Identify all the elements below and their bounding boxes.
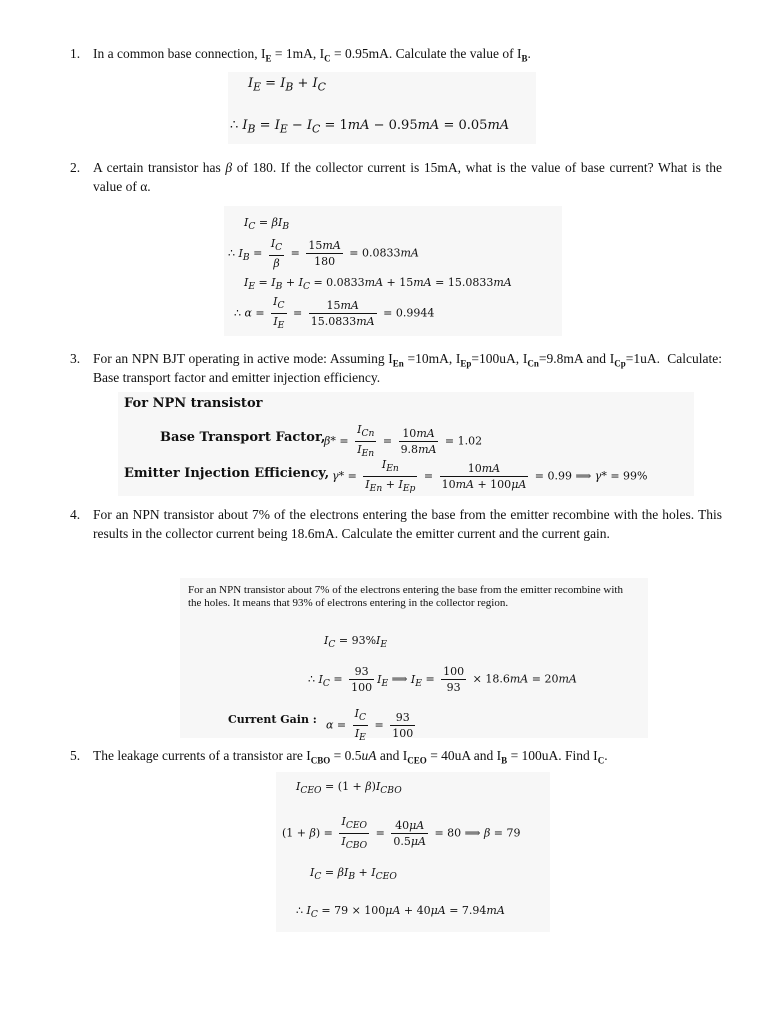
solution-heading: For NPN transistor: [124, 396, 263, 411]
question-text: For an NPN transistor about 7% of the electrons entering the base from the emitter recombine with the holes. This results in the collector current being 18.6mA. Calculate the emitter current and the current gain.: [93, 507, 722, 541]
equation: α = $\frac{I_C}{I_E}$ = $\frac{93}{100}$: [326, 707, 414, 744]
question-number: 1.: [70, 46, 81, 61]
equation: $I_{CEO} = (1 + \beta)I_{CBO}$: [296, 780, 402, 797]
question-text: A certain transistor has β of 180. If the collector current is 15mA, what is the value of base current? What is the value of α.: [93, 160, 722, 194]
question-text: In a common base connection, $I_E = 1mA$, $I_C = 0.95mA$. Calculate the value of $I_B$.: [93, 46, 531, 64]
equation: $I_C = 93\%I_E$: [324, 634, 388, 651]
equation: ∴ $I_B = I_E - I_C = 1mA - 0.95mA = 0.05mA$: [230, 118, 510, 136]
solution-3: [118, 392, 694, 496]
solution-note: For an NPN transistor about 7% of the electrons entering the base from the emitter recombine with the holes. It means that 93% of electrons entering in the collector region.: [188, 584, 623, 609]
equation: ∴ $I_C = 79 \times 100\mu A + 40\mu A = 7.94mA$: [296, 904, 505, 921]
question-number: 5.: [70, 748, 81, 763]
solution-2: [224, 206, 562, 336]
equation-label: Emitter Injection Efficiency,: [124, 466, 330, 481]
solution-5: [276, 772, 550, 932]
solution-1: [228, 72, 536, 144]
equation: $I_C = \beta I_B$: [244, 216, 290, 233]
question-text: The leakage currents of a transistor are $I_{CBO} = 0.5uA$ and $I_{CEO} = 40uA$ and $I_B = 100uA$. Find $I_C$.: [93, 748, 608, 766]
equation: γ* = $\frac{I_{En}}{I_{En} + I_{Ep}}$ = $\frac{10mA}{10mA + 100\mu A}$ = 0.99 ⟹ γ* = 99%: [332, 458, 648, 495]
equation: $I_C = \beta I_B + I_{CEO}$: [310, 866, 397, 883]
equation: $I_E = I_B + I_C = 0.0833mA + 15mA = 15.0833mA$: [244, 276, 512, 293]
equation: ∴ $I_C$ = $\frac{93}{100}$ $I_E$ ⟹ $I_E$ = $\frac{100}{93}$ × 18.6mA = 20mA: [308, 665, 577, 694]
equation-label: Current Gain :: [228, 713, 317, 726]
equation: (1 + β) = $\frac{I_{CEO}}{I_{CBO}}$ = $\frac{40\mu A}{0.5\mu A}$ = 80 ⟹ β = 79: [282, 815, 521, 852]
question-number: 2.: [70, 160, 81, 175]
question-number: 4.: [70, 507, 81, 522]
equation-label: Base Transport Factor,: [160, 430, 326, 445]
equation: β* = $\frac{I_{Cn}}{I_{En}}$ = $\frac{10mA}{9.8mA}$ = 1.02: [324, 423, 483, 460]
solution-4: [180, 578, 648, 744]
equation: ∴ $I_B$ = $\frac{I_C}{\beta}$ = $\frac{15mA}{180}$ = 0.0833mA: [228, 237, 419, 271]
question-number: 3.: [70, 351, 81, 366]
equation: ∴ α = $\frac{I_C}{I_E}$ = $\frac{15mA}{15.0833mA}$ = 0.9944: [234, 295, 435, 332]
question-text: For an NPN BJT operating in active mode: Assuming $I_{En} =10mA$, $I_{Ep}=100uA$, $I_{Cn}=9.8mA$ and $I_{Cp}=1uA$. Calculate: Base transport factor and emitter injection efficiency.: [93, 351, 723, 385]
equation: $I_E = I_B + I_C$: [248, 76, 326, 94]
